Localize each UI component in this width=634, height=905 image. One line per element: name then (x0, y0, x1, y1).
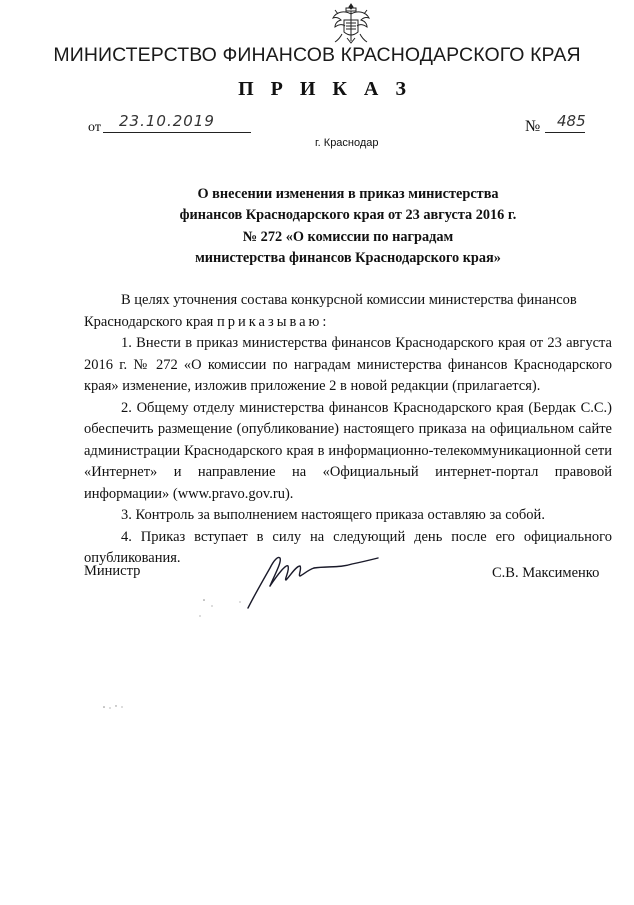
preamble-line: В целях уточнения состава конкурсной комиссии министерства финансов (121, 292, 577, 308)
date-field (103, 112, 251, 133)
signatory-name: С.В. Максименко (492, 565, 600, 581)
preamble-line: Краснодарского края (84, 313, 217, 330)
order-keyword: приказываю: (216, 313, 330, 330)
document-title: П Р И К А З (238, 78, 412, 100)
number-value: 485 (557, 112, 586, 130)
signatory-position: Министр (84, 563, 141, 579)
order-body (84, 290, 612, 570)
subject-line: министерства финансов Краснодарского края» (195, 249, 501, 266)
number-label: № (525, 118, 541, 135)
order-subject (0, 184, 634, 269)
subject-line: № 272 «О комиссии по наградам (242, 228, 454, 245)
coat-of-arms-icon (330, 2, 372, 46)
city-label: г. Краснодар (315, 137, 379, 149)
date-value: 23.10.2019 (119, 112, 215, 130)
preamble-continuation (84, 312, 612, 334)
order-item-2: 2. Общему отделу министерства финансов Краснодарского края (Бердак С.С.) обеспечить размещение (опубликование) настоящего приказа на официальном сайте администрации Краснодарского края в информационно-телекоммуникационной сети «Интернет» и направление на «Официальный интернет-портал правовой информации» (www.pravo.gov.ru). (84, 399, 612, 502)
order-item-3: 3. Контроль за выполнением настоящего приказа оставляю за собой. (121, 507, 545, 523)
date-label: от (88, 120, 101, 135)
subject-line: финансов Краснодарского края от 23 августа 2016 г. (179, 207, 517, 224)
preamble (84, 290, 612, 312)
subject-line: О внесении изменения в приказ министерства (197, 186, 499, 202)
order-item-1: 1. Внести в приказ министерства финансов Краснодарского края от 23 августа 2016 г. № 272 «О комиссии по наградам министерства финансов Краснодарского края» изменение, изложив приложение 2 в новой редакции (прилагается). (84, 335, 612, 394)
ministry-name: МИНИСТЕРСТВО ФИНАНСОВ КРАСНОДАРСКОГО КРАЯ (53, 44, 581, 66)
number-field (545, 112, 585, 133)
handwritten-signature-icon (244, 546, 384, 614)
order-item-4: 4. Приказ вступает в силу на следующий день после его официального опубликования. (84, 528, 612, 566)
